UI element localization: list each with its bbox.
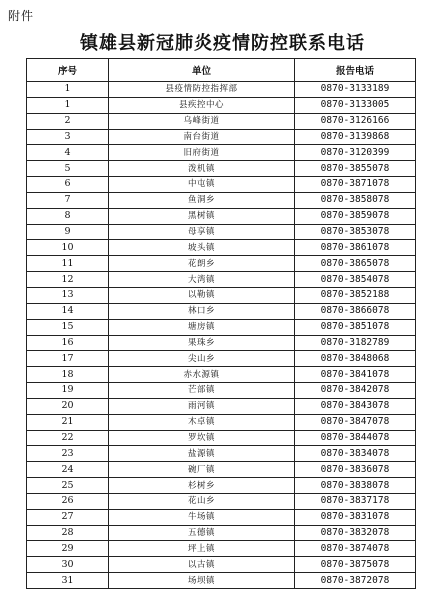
row-unit: 塘房镇 [109, 319, 295, 335]
table-row [27, 319, 416, 335]
table-row [27, 272, 416, 288]
row-number: 12 [27, 272, 109, 288]
table-row [27, 82, 416, 98]
row-unit: 尖山乡 [109, 351, 295, 367]
column-header-phone: 报告电话 [295, 59, 416, 82]
row-number: 25 [27, 478, 109, 494]
row-number: 20 [27, 398, 109, 414]
row-phone: 0870-3182789 [295, 335, 416, 351]
row-phone: 0870-3838078 [295, 478, 416, 494]
table-row [27, 145, 416, 161]
row-number: 17 [27, 351, 109, 367]
row-unit: 木卓镇 [109, 414, 295, 430]
row-unit: 南台街道 [109, 129, 295, 145]
table-row [27, 224, 416, 240]
table-row [27, 557, 416, 573]
row-number: 14 [27, 303, 109, 319]
row-number: 29 [27, 541, 109, 557]
row-unit: 黑树镇 [109, 208, 295, 224]
row-unit: 以古镇 [109, 557, 295, 573]
table-row [27, 287, 416, 303]
row-unit: 坡头镇 [109, 240, 295, 256]
row-number: 9 [27, 224, 109, 240]
row-phone: 0870-3875078 [295, 557, 416, 573]
row-unit: 林口乡 [109, 303, 295, 319]
row-phone: 0870-3872078 [295, 573, 416, 589]
row-number: 8 [27, 208, 109, 224]
row-unit: 碗厂镇 [109, 462, 295, 478]
row-unit: 雨河镇 [109, 398, 295, 414]
row-phone: 0870-3841078 [295, 367, 416, 383]
row-unit: 母享镇 [109, 224, 295, 240]
row-unit: 中屯镇 [109, 177, 295, 193]
row-unit: 坪上镇 [109, 541, 295, 557]
row-phone: 0870-3853078 [295, 224, 416, 240]
row-phone: 0870-3855078 [295, 161, 416, 177]
table-row [27, 303, 416, 319]
table-row [27, 430, 416, 446]
row-phone: 0870-3871078 [295, 177, 416, 193]
row-phone: 0870-3865078 [295, 256, 416, 272]
row-unit: 芒部镇 [109, 383, 295, 399]
row-phone: 0870-3832078 [295, 525, 416, 541]
row-phone: 0870-3859078 [295, 208, 416, 224]
row-unit: 以勒镇 [109, 287, 295, 303]
row-number: 3 [27, 129, 109, 145]
row-unit: 花朗乡 [109, 256, 295, 272]
row-unit: 县疫情防控指挥部 [109, 82, 295, 98]
table-row [27, 97, 416, 113]
row-phone: 0870-3847078 [295, 414, 416, 430]
row-unit: 五德镇 [109, 525, 295, 541]
table-row [27, 414, 416, 430]
row-phone: 0870-3834078 [295, 446, 416, 462]
row-unit: 县疾控中心 [109, 97, 295, 113]
table-header-row [27, 59, 416, 82]
row-number: 26 [27, 493, 109, 509]
row-number: 27 [27, 509, 109, 525]
row-number: 2 [27, 113, 109, 129]
row-unit: 花山乡 [109, 493, 295, 509]
table-row [27, 462, 416, 478]
row-phone: 0870-3133005 [295, 97, 416, 113]
row-number: 31 [27, 573, 109, 589]
row-number: 18 [27, 367, 109, 383]
table-row [27, 398, 416, 414]
row-number: 28 [27, 525, 109, 541]
table-row [27, 208, 416, 224]
row-phone: 0870-3126166 [295, 113, 416, 129]
table-row [27, 161, 416, 177]
row-number: 21 [27, 414, 109, 430]
row-phone: 0870-3120399 [295, 145, 416, 161]
row-phone: 0870-3861078 [295, 240, 416, 256]
row-unit: 牛场镇 [109, 509, 295, 525]
row-unit: 盐源镇 [109, 446, 295, 462]
table-row [27, 541, 416, 557]
table-row [27, 256, 416, 272]
contact-table [26, 58, 416, 589]
table-row [27, 383, 416, 399]
row-phone: 0870-3836078 [295, 462, 416, 478]
row-number: 1 [27, 82, 109, 98]
row-phone: 0870-3843078 [295, 398, 416, 414]
row-unit: 乌峰街道 [109, 113, 295, 129]
table-row [27, 525, 416, 541]
table-row [27, 573, 416, 589]
table-row [27, 478, 416, 494]
row-number: 13 [27, 287, 109, 303]
row-number: 15 [27, 319, 109, 335]
row-unit: 罗坎镇 [109, 430, 295, 446]
row-number: 22 [27, 430, 109, 446]
row-unit: 旧府街道 [109, 145, 295, 161]
row-phone: 0870-3858078 [295, 192, 416, 208]
table-row [27, 493, 416, 509]
table-row [27, 335, 416, 351]
row-number: 5 [27, 161, 109, 177]
row-phone: 0870-3851078 [295, 319, 416, 335]
row-number: 30 [27, 557, 109, 573]
column-header-number: 序号 [27, 59, 109, 82]
table-row [27, 509, 416, 525]
row-phone: 0870-3852188 [295, 287, 416, 303]
row-number: 10 [27, 240, 109, 256]
row-unit: 泼机镇 [109, 161, 295, 177]
row-phone: 0870-3844078 [295, 430, 416, 446]
table-row [27, 192, 416, 208]
table-row [27, 129, 416, 145]
table-row [27, 367, 416, 383]
row-number: 4 [27, 145, 109, 161]
row-phone: 0870-3866078 [295, 303, 416, 319]
row-unit: 杉树乡 [109, 478, 295, 494]
row-unit: 果珠乡 [109, 335, 295, 351]
row-number: 1 [27, 97, 109, 113]
row-phone: 0870-3139868 [295, 129, 416, 145]
row-unit: 场坝镇 [109, 573, 295, 589]
row-phone: 0870-3831078 [295, 509, 416, 525]
row-number: 11 [27, 256, 109, 272]
row-phone: 0870-3848068 [295, 351, 416, 367]
row-phone: 0870-3854078 [295, 272, 416, 288]
table-row [27, 446, 416, 462]
row-number: 24 [27, 462, 109, 478]
row-number: 7 [27, 192, 109, 208]
row-number: 23 [27, 446, 109, 462]
row-number: 6 [27, 177, 109, 193]
row-phone: 0870-3133189 [295, 82, 416, 98]
row-unit: 赤水源镇 [109, 367, 295, 383]
row-unit: 鱼洞乡 [109, 192, 295, 208]
row-phone: 0870-3837178 [295, 493, 416, 509]
attachment-label: 附件 [8, 9, 35, 23]
table-row [27, 177, 416, 193]
table-row [27, 240, 416, 256]
row-unit: 大湾镇 [109, 272, 295, 288]
row-phone: 0870-3874078 [295, 541, 416, 557]
row-number: 19 [27, 383, 109, 399]
table-row [27, 351, 416, 367]
page-title: 镇雄县新冠肺炎疫情防控联系电话 [80, 33, 365, 54]
row-number: 16 [27, 335, 109, 351]
row-phone: 0870-3842078 [295, 383, 416, 399]
table-body [27, 82, 416, 589]
table-row [27, 113, 416, 129]
column-header-unit: 单位 [109, 59, 295, 82]
